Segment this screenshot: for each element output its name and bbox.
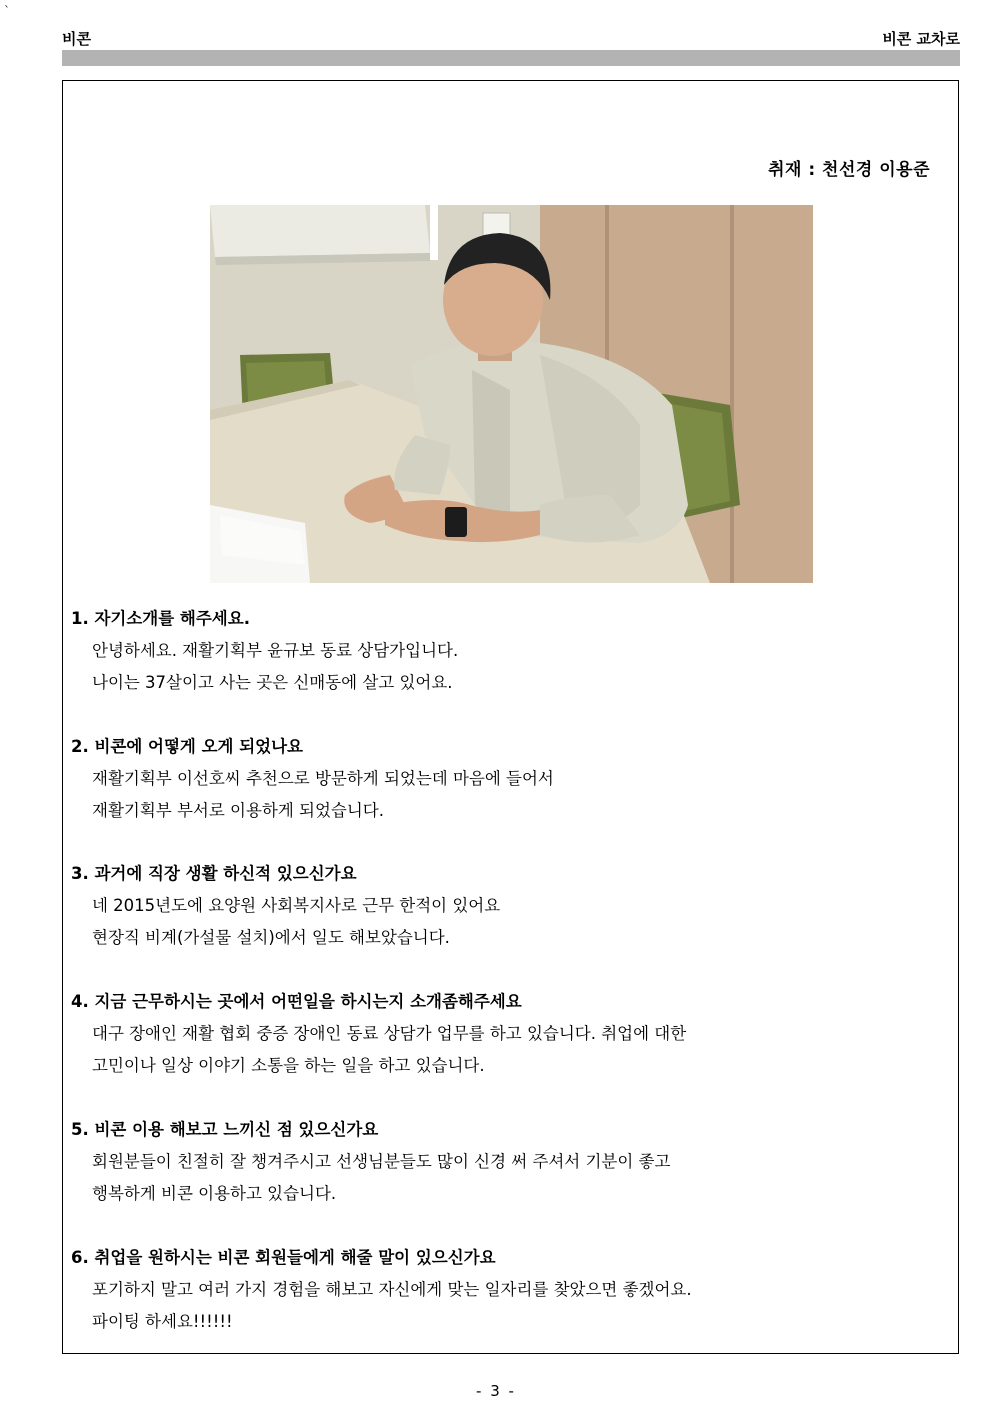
- question-2: 2. 비콘에 어떻게 오게 되었나요: [71, 737, 303, 756]
- answer-5-line-2: 행복하게 비콘 이용하고 있습니다.: [92, 1184, 337, 1203]
- question-6: 6. 취업을 원하시는 비콘 회원들에게 해줄 말이 있으신가요: [71, 1248, 496, 1267]
- header-left-title: 비콘: [62, 30, 91, 48]
- answer-1-line-2: 나이는 37살이고 사는 곳은 신매동에 살고 있어요.: [92, 673, 453, 692]
- answer-3-line-2: 현장직 비계(가설물 설치)에서 일도 해보았습니다.: [92, 928, 450, 947]
- answer-6-line-1: 포기하지 말고 여러 가지 경험을 해보고 자신에게 맞는 일자리를 찾았으면 좋겠어요.: [92, 1280, 692, 1299]
- answer-3-line-1: 네 2015년도에 요양원 사회복지사로 근무 한적이 있어요: [92, 896, 501, 915]
- qa-block-1: [71, 603, 931, 699]
- question-1: 1. 자기소개를 해주세요.: [71, 609, 250, 628]
- answer-4-line-1: 대구 장애인 재활 협회 중증 장애인 동료 상담가 업무를 하고 있습니다. 취업에 대한: [92, 1024, 687, 1043]
- question-5: 5. 비콘 이용 해보고 느끼신 점 있으신가요: [71, 1120, 379, 1139]
- qa-block-3: [71, 858, 931, 954]
- answer-5-line-1: 회원분들이 친절히 잘 챙겨주시고 선생님분들도 많이 신경 써 주셔서 기분이 좋고: [92, 1152, 671, 1171]
- header-bar: [62, 50, 960, 66]
- qa-block-4: [71, 986, 931, 1082]
- header-right-title: 비콘 교차로: [882, 30, 960, 48]
- page-number: - 3 -: [476, 1382, 516, 1400]
- question-3: 3. 과거에 직장 생활 하신적 있으신가요: [71, 864, 357, 883]
- qa-block-5: [71, 1114, 931, 1210]
- interview-photo: [210, 205, 813, 583]
- answer-2-line-2: 재활기획부 부서로 이용하게 되었습니다.: [92, 801, 384, 820]
- corner-mark: `: [4, 4, 10, 18]
- article-frame: [62, 80, 959, 1354]
- answer-1-line-1: 안녕하세요. 재활기획부 윤규보 동료 상담가입니다.: [92, 641, 459, 660]
- qa-block-6: [71, 1242, 931, 1338]
- qa-block-2: [71, 731, 931, 827]
- answer-4-line-2: 고민이나 일상 이야기 소통을 하는 일을 하고 있습니다.: [92, 1056, 485, 1075]
- question-4: 4. 지금 근무하시는 곳에서 어떤일을 하시는지 소개좀해주세요: [71, 992, 522, 1011]
- reporter-credit: 취재 : 천선경 이용준: [768, 160, 930, 180]
- answer-2-line-1: 재활기획부 이선호씨 추천으로 방문하게 되었는데 마음에 들어서: [92, 769, 554, 788]
- answer-6-line-2: 파이팅 하세요!!!!!!: [92, 1312, 233, 1331]
